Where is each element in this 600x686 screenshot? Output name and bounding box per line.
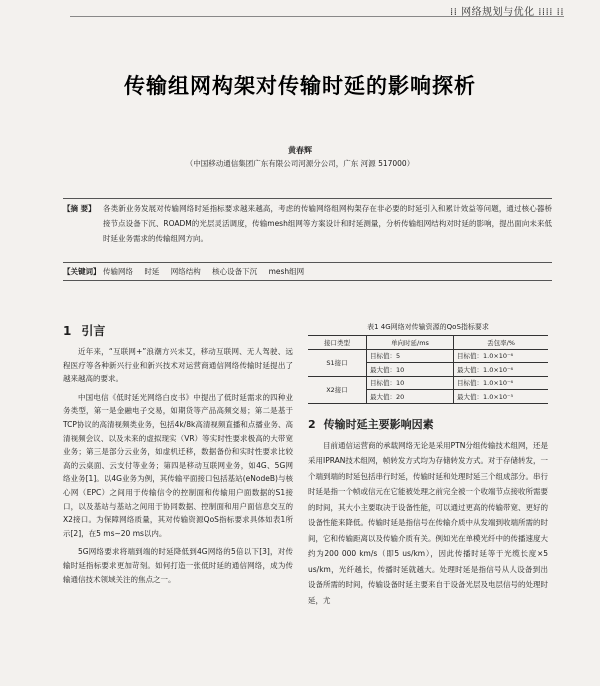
section-number: 1: [63, 324, 72, 338]
left-column: [63, 322, 293, 586]
keyword: mesh组网: [268, 267, 305, 276]
section-heading: [63, 322, 293, 339]
abstract-text: 各类新业务发展对传输网络时延指标要求越来越高，考虑的传输网络组网构架存在非必要的时延引入和累计效益等问题，通过核心器桥接节点设备下沉、ROADM的光层灵活调度，传输mesh组网等方案设计和时延测量，分析传输组网结构对时延的影响，提出面向未来低时延业务需求的传输组网方向。: [103, 204, 552, 243]
table-cell-loss: 最大值：1.0×10⁻⁵: [454, 390, 549, 404]
abstract-mid-rule: [63, 262, 552, 263]
section-heading: [308, 416, 548, 432]
table-row: [308, 349, 548, 363]
keyword: 传输网络: [103, 267, 133, 276]
keywords-bottom-rule: [63, 280, 552, 281]
keywords-label: 【关键词】: [63, 267, 101, 276]
table-header-cell: 单向时延/ms: [367, 336, 454, 350]
abstract-top-rule: [63, 198, 552, 199]
right-column: [308, 322, 548, 608]
body-paragraph: 目前通信运营商的承载网络无论是采用PTN分组传输技术组网，还是采用IPRAN技术组网，帧转发方式均为存储转发方式。对于存储转发，一个端到端的时延包括串行时延，传输时延和处理时延三个组成部分。串行时延是指一个帧或信元在它能被处理之前完全被一个收端节点接收所需要的时间，其大小主要取决于设备性能，可以通过更高的传输带宽、更好的设备性能来降低。传输时延是指信号在传输介质中从发端到收端所需的时间，它和传输距离以及传输介质有关。例如光在单模光纤中的传播速度大约为200 000 km/s（即5 us/km），因此传播时延等于光缆长度×5 us/km，光纤越长，传播时延就越大。处理时延是指信号从人设备到出设备所需的时间，传输设备时延主要来自于设备光层及电层信号的处理时延，尤: [308, 440, 548, 605]
table-cell-delay: 目标值：10: [367, 376, 454, 390]
keywords-block: [63, 265, 552, 278]
abstract-block: [63, 201, 552, 246]
table-cell-delay: 最大值：20: [367, 390, 454, 404]
section-title: 引言: [81, 324, 106, 338]
body-paragraph: 中国电信《低时延光网络白皮书》中提出了低时延需求的四种业务类型，第一是金融电子交易，如期货等产品高频交易；第二是基于TCP协议的高清视频类业务，包括4k/8k高清视频直播和点播业务、高清视频会议、以及未来的虚拟现实（VR）等实时性要求极高的大带宽业务；第三是部分云业务，如虚机迁移，数据备份和实时性要求比较高的云桌面、云支付等业务；第四是移动互联网业务，如4G、5G网络业务[1]。以4G业务为例，其传输平面接口包括基站(eNodeB)与核心网（EPC）之间用于传输信令的控制面和传输用户面数据的S1接口，以及基站与基站之间用于协同数据、控制面和用户面信息交互的X2接口。为保障网络质量，其对传输资源QoS指标要求具体如表1所示[2]，在5 ms~20 ms以内。: [63, 392, 293, 538]
section-number: 2: [308, 417, 316, 431]
qos-table: [308, 335, 548, 404]
section-title: 传输时延主要影响因素: [323, 417, 434, 431]
body-paragraph: 5G网络要求将端到端的时延降低到4G网络的5倍以下[3]，对传输时延指标要求更加苛刻。如何打造一张低时延的通信网络，成为传输通信技术领域关注的焦点之一。: [63, 547, 293, 584]
table-header-row: [308, 336, 548, 350]
keyword: 核心设备下沉: [212, 267, 258, 276]
keyword: 时延: [144, 267, 160, 276]
table-cell-delay: 目标值：5: [367, 349, 454, 363]
table-cell-interface: X2接口: [308, 376, 367, 403]
table-cell-loss: 目标值：1.0×10⁻⁶: [454, 349, 549, 363]
section-header-tag: ⁞⁞ 网络规划与优化 ⁞⁞⁞⁞ ⁞⁞: [450, 7, 564, 18]
table-cell-interface: S1接口: [308, 349, 367, 376]
table-cell-loss: 最大值：1.0×10⁻⁶: [454, 363, 549, 377]
table-caption: 表1 4G网络对传输资源的QoS指标要求: [367, 323, 489, 331]
keyword: 网络结构: [170, 267, 201, 276]
abstract-label: 【摘 要】: [63, 204, 96, 213]
table-row: [308, 376, 548, 390]
author-affiliation: （中国移动通信集团广东有限公司河源分公司，广东 河源 517000）: [185, 159, 415, 168]
header-rule: [70, 16, 564, 17]
body-paragraph: 近年来，“互联网+”浪潮方兴未艾，移动互联网、无人驾驶、远程医疗等各种新兴行业和新兴技术对运营商通信网络传输时延提出了越来越高的要求。: [63, 347, 293, 384]
table-header-cell: 丢包率/%: [454, 336, 549, 350]
table-cell-delay: 最大值：10: [367, 363, 454, 377]
table-header-cell: 接口类型: [308, 336, 367, 350]
table-cell-loss: 目标值：1.0×10⁻⁶: [454, 376, 549, 390]
author-name: 黄春辉: [288, 146, 312, 155]
paper-title: 传输组网构架对传输时延的影响探析: [124, 74, 476, 98]
